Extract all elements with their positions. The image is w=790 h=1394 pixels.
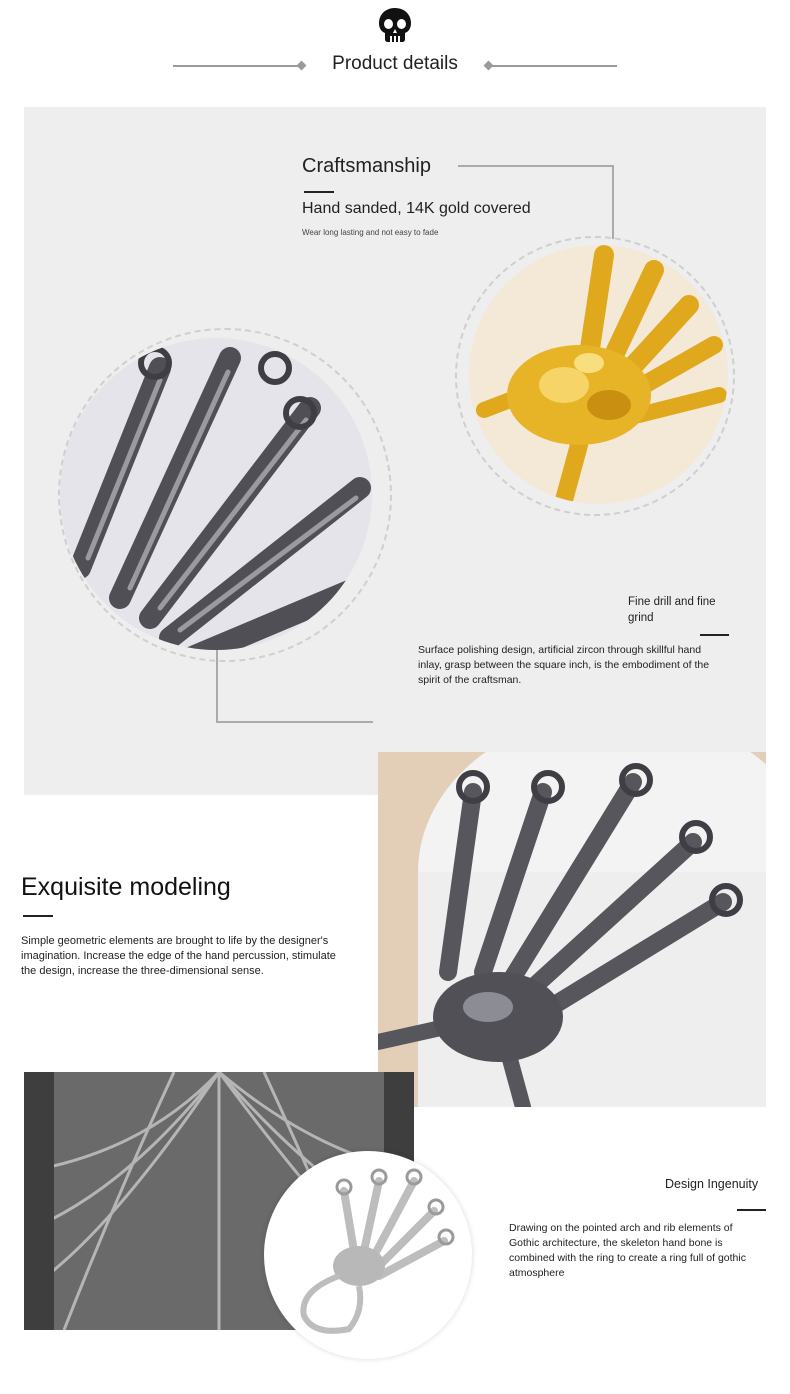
fine-drill-dash xyxy=(700,634,729,636)
fine-drill-title: Fine drill and fine grind xyxy=(628,596,716,624)
fine-drill-text: Surface polishing design, artificial zircon through skillful hand inlay, grasp between the square inch, is the embodiment of the spirit of the craftsman. xyxy=(418,644,710,686)
page-title: Product details xyxy=(332,53,458,74)
gunmetal-hand-photo xyxy=(60,338,372,650)
exquisite-modeling-title: Exquisite modeling xyxy=(21,873,231,901)
craftsmanship-dash xyxy=(304,191,334,193)
design-ingenuity-title: Design Ingenuity xyxy=(665,1177,759,1191)
hand-on-pedestal-photo xyxy=(378,752,766,1107)
gold-hand-photo xyxy=(469,245,728,504)
skull-icon xyxy=(376,6,414,44)
header-line-right xyxy=(490,65,617,67)
connector-line-bottom-h xyxy=(216,721,373,723)
connector-line-top-v xyxy=(612,165,614,239)
exquisite-modeling-dash xyxy=(23,915,53,917)
craftsmanship-note: Wear long lasting and not easy to fade xyxy=(302,228,439,237)
design-ingenuity-dash xyxy=(737,1209,766,1211)
silver-hand-photo xyxy=(264,1151,472,1359)
connector-line-top-h xyxy=(458,165,614,167)
craftsmanship-title: Craftsmanship xyxy=(302,155,431,177)
exquisite-modeling-text: Simple geometric elements are brought to life by the designer's imagination. Increase the edge of the hand percussion, stimulate the design, increase the three-dimensional sense. xyxy=(21,935,336,977)
design-ingenuity-text: Drawing on the pointed arch and rib elements of Gothic architecture, the skeleton hand bone is combined with the ring to create a ring full of gothic atmosphere xyxy=(509,1222,746,1279)
craftsmanship-subtitle: Hand sanded, 14K gold covered xyxy=(302,200,531,217)
